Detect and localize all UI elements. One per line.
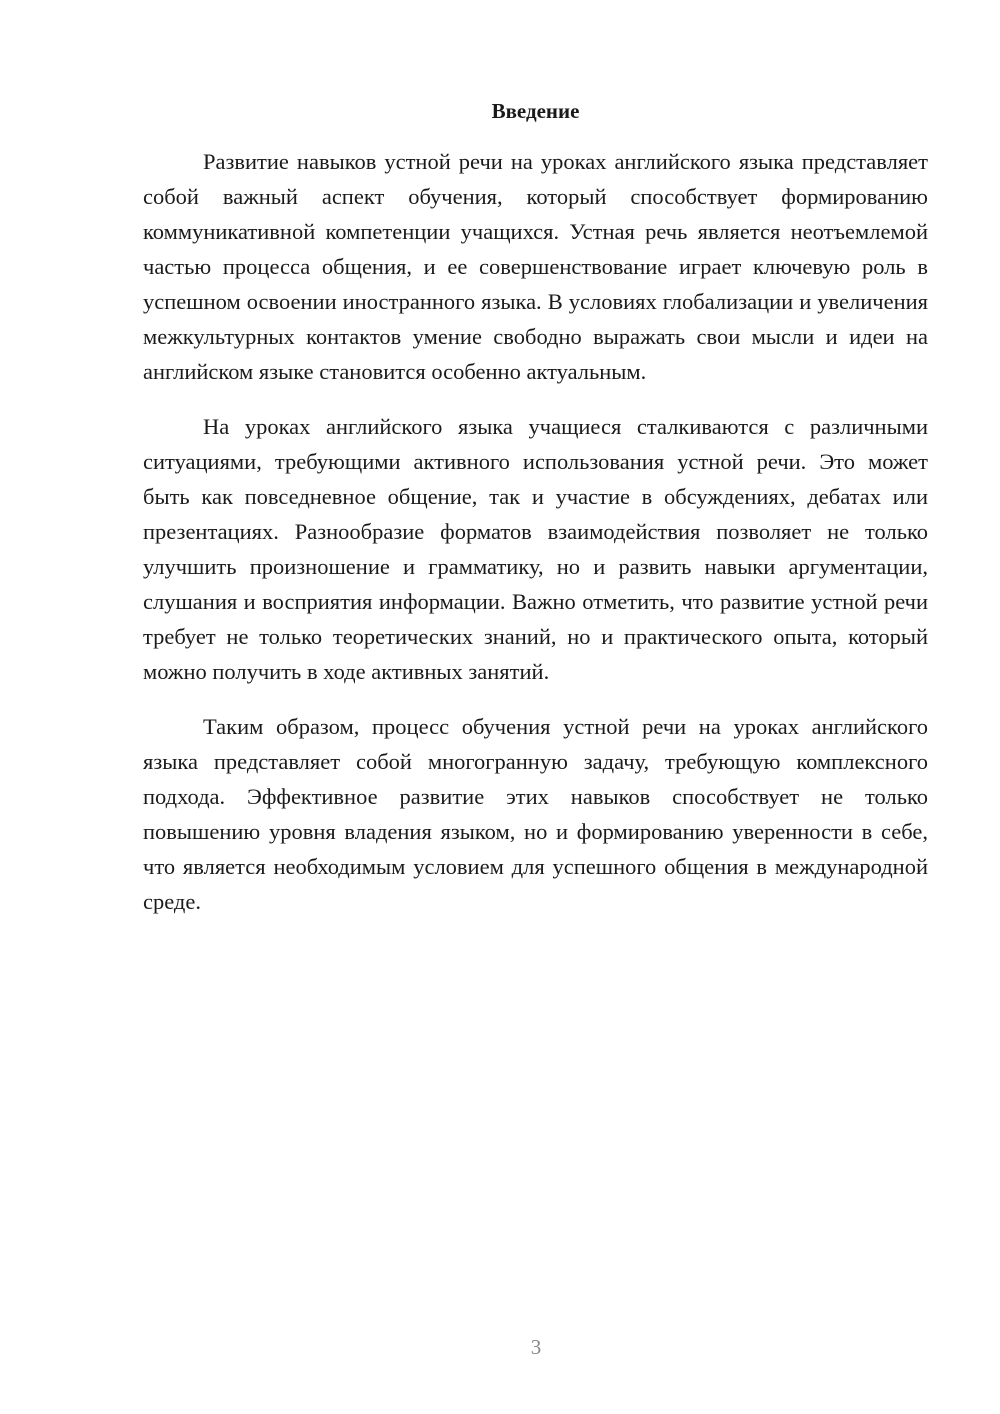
- paragraph-2: На уроках английского языка учащиеся сталкиваются с различными ситуациями, требующими активного использования устной речи. Это может быть как повседневное общение, так и участие в обсуждениях, дебатах или презентациях. Разнообразие форматов взаимодействия позволяет не только улучшить произношение и грамматику, но и развить навыки аргументации, слушания и восприятия информации. Важно отметить, что развитие устной речи требует не только теоретических знаний, но и практического опыта, который можно получить в ходе активных занятий.: [143, 414, 928, 684]
- body-text: [143, 144, 928, 939]
- page-title: Введение: [491, 99, 580, 123]
- paragraph-3: Таким образом, процесс обучения устной речи на уроках английского языка представляет собой многогранную задачу, требующую комплексного подхода. Эффективное развитие этих навыков способствует не только повышению уровня владения языком, но и формированию уверенности в себе, что является необходимым условием для успешного общения в международной среде.: [143, 714, 928, 914]
- page-number: 3: [530, 1335, 542, 1359]
- paragraph-1: Развитие навыков устной речи на уроках английского языка представляет собой важный аспект обучения, который способствует формированию коммуникативной компетенции учащихся. Устная речь является неотъемлемой частью процесса общения, и ее совершенствование играет ключевую роль в успешном освоении иностранного языка. В условиях глобализации и увеличения межкультурных контактов умение свободно выражать свои мысли и идеи на английском языке становится особенно актуальным.: [143, 149, 928, 384]
